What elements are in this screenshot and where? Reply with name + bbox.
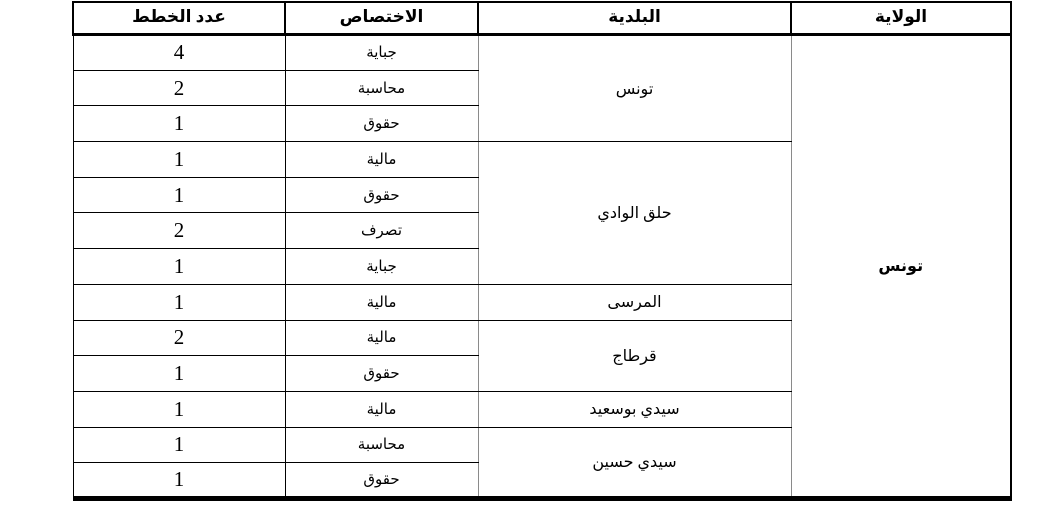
specialty-cell: محاسبة [285, 70, 478, 106]
specialty-cell: مالية [285, 391, 478, 427]
municipality-cell: سيدي حسين [478, 427, 791, 498]
count-cell: 1 [73, 463, 285, 499]
specialty-cell: محاسبة [285, 427, 478, 463]
count-cell: 1 [73, 142, 285, 178]
specialty-cell: حقوق [285, 356, 478, 392]
municipality-cell: المرسى [478, 284, 791, 320]
specialty-cell: مالية [285, 320, 478, 356]
header-specialty: الاختصاص [285, 2, 478, 35]
count-cell: 1 [73, 249, 285, 285]
count-cell: 1 [73, 391, 285, 427]
municipality-cell: تونس [478, 35, 791, 142]
header-row [73, 2, 1011, 35]
count-cell: 1 [73, 177, 285, 213]
count-cell: 1 [73, 427, 285, 463]
count-cell: 2 [73, 320, 285, 356]
count-cell: 2 [73, 70, 285, 106]
staffing-table [72, 1, 1012, 501]
specialty-cell: جباية [285, 249, 478, 285]
header-municipality: البلدية [478, 2, 791, 35]
municipality-cell: حلق الوادي [478, 142, 791, 285]
specialty-cell: حقوق [285, 106, 478, 142]
specialty-cell: تصرف [285, 213, 478, 249]
specialty-cell: حقوق [285, 177, 478, 213]
count-cell: 1 [73, 284, 285, 320]
count-cell: 2 [73, 213, 285, 249]
specialty-cell: مالية [285, 284, 478, 320]
municipality-cell: سيدي بوسعيد [478, 391, 791, 427]
specialty-cell: جباية [285, 35, 478, 71]
count-cell: 4 [73, 35, 285, 71]
count-cell: 1 [73, 356, 285, 392]
specialty-cell: مالية [285, 142, 478, 178]
table-row [73, 35, 1011, 71]
count-cell: 1 [73, 106, 285, 142]
municipality-cell: قرطاج [478, 320, 791, 391]
header-count: عدد الخطط [73, 2, 285, 35]
specialty-cell: حقوق [285, 463, 478, 499]
wilaya-cell: تونس [791, 35, 1011, 499]
header-wilaya: الولاية [791, 2, 1011, 35]
